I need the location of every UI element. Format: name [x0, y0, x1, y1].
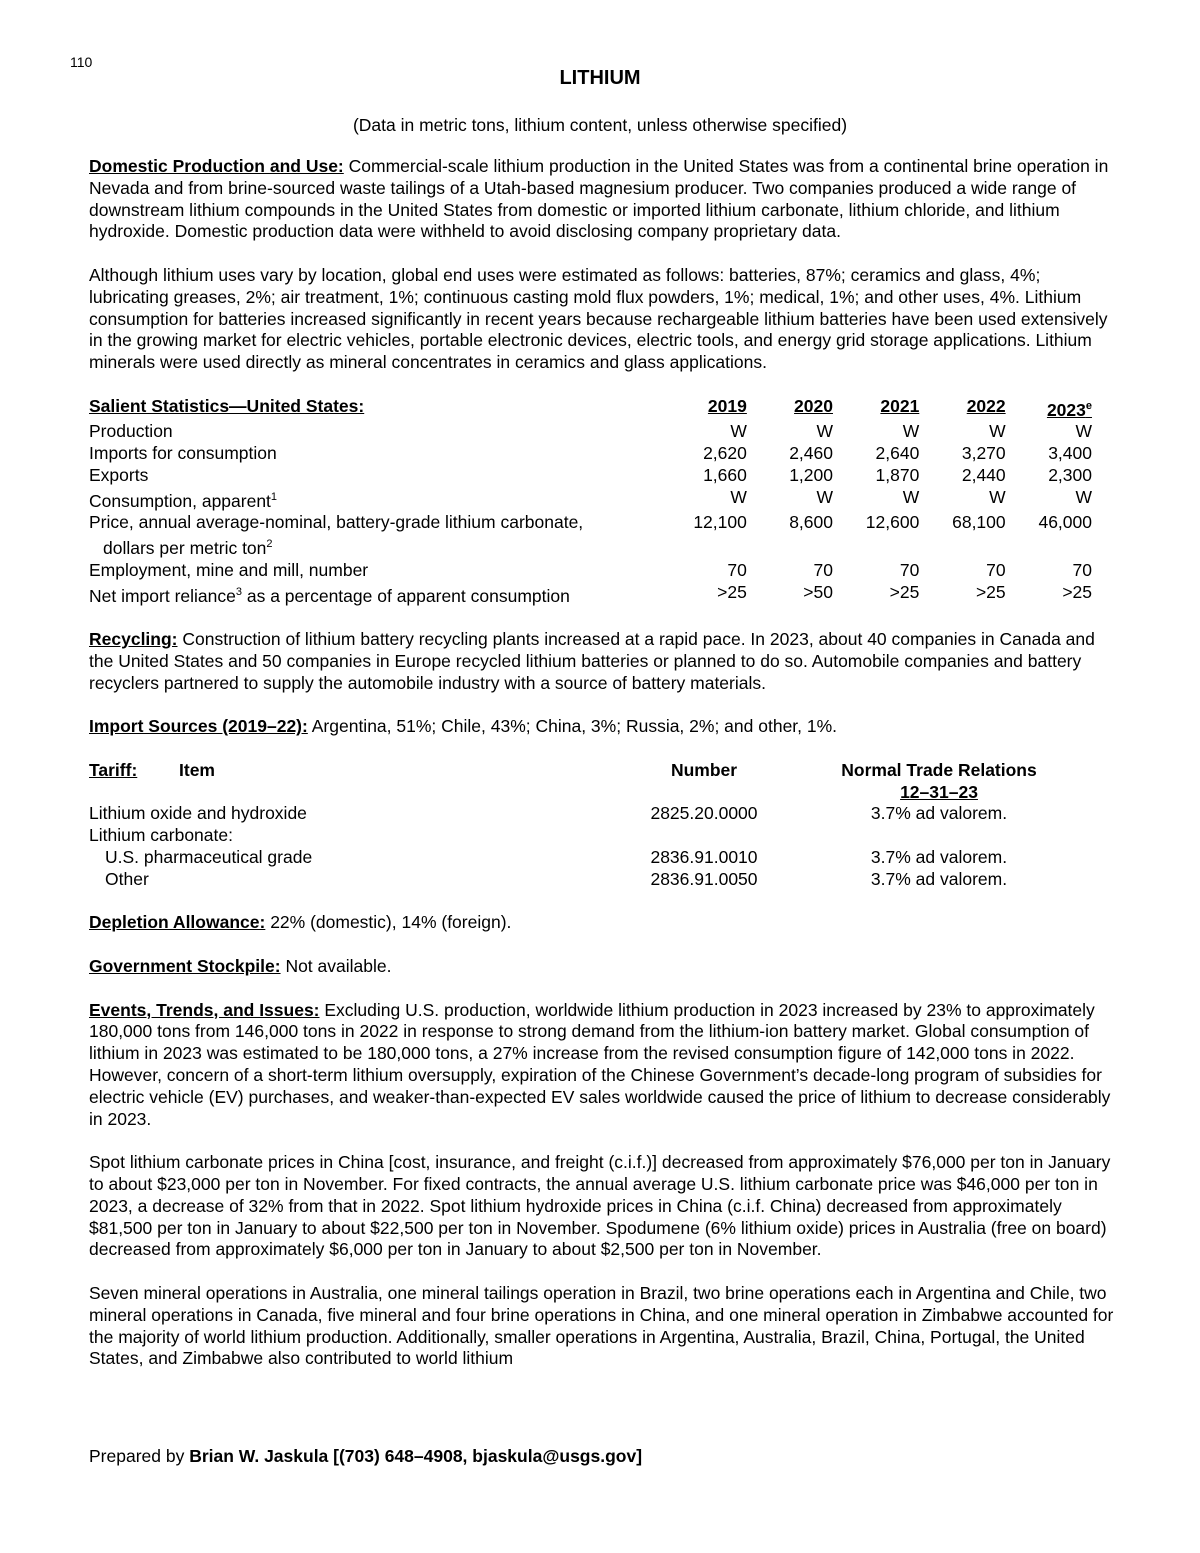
footnote-superscript: 2: [266, 538, 273, 551]
import-sources-text: Argentina, 51%; Chile, 43%; China, 3%; Russia, 2%; and other, 1%.: [307, 716, 838, 737]
row-value: 12,600: [865, 512, 920, 533]
row-value: [919, 534, 1005, 560]
year-header: 2021: [880, 395, 920, 416]
footnote-superscript: 3: [235, 585, 242, 598]
salient-statistics-table: [89, 396, 1092, 607]
tariff-item: U.S. pharmaceutical grade: [105, 847, 313, 868]
domestic-text: Commercial-scale lithium production in the United States was from a continental brine operation in Nevada and from brine-sourced waste tailings of a Utah-based magnesium producer. Two companies produced a wide range of downstream lithium compounds in the United States from domestic or imported lithium carbonate, lithium chloride, and lithium hydroxide. Domestic production data were withheld to avoid disclosing company proprietary data.: [89, 156, 1109, 242]
row-value: 46,000: [1038, 512, 1092, 533]
table-row: [89, 421, 1092, 443]
estimate-superscript: e: [1085, 399, 1092, 412]
import-sources-section: [89, 716, 1119, 738]
row-value: W: [902, 486, 920, 507]
events-section: [89, 1000, 1119, 1131]
page-number: 110: [70, 54, 93, 70]
row-value: 2,440: [961, 464, 1006, 485]
row-label: dollars per metric ton: [103, 538, 267, 559]
row-value: [661, 534, 747, 560]
tariff-number: 2836.91.0010: [650, 847, 758, 868]
salient-header-row: [89, 396, 1092, 422]
tariff-heading: Tariff:: [89, 759, 138, 780]
row-value: 2,620: [703, 443, 747, 464]
tariff-rate: 3.7% ad valorem.: [870, 847, 1008, 868]
table-row: [89, 847, 1074, 869]
row-value: [1006, 534, 1092, 560]
row-value: 1,660: [703, 464, 747, 485]
depletion-heading: Depletion Allowance:: [89, 912, 266, 933]
year-header: 2019: [707, 395, 747, 416]
end-uses-paragraph: Although lithium uses vary by location, global end uses were estimated as follows: batteries, 87%; ceramics and glass, 4%; lubricating greases, 2%; air treatment, 1%; continuous casting mold flux powders, 1%; medical, 1%; and other uses, 4%. Lithium consumption for batteries increased significantly in recent years because rechargeable lithium batteries have been used extensively in the growing market for electric vehicles, portable electronic devices, electric tools, and energy grid storage applications. Lithium minerals were used directly as mineral concentrates in ceramics and glass applications.: [89, 264, 1108, 373]
author-contact: Brian W. Jaskula [(703) 648–4908, bjaskula@usgs.gov]: [189, 1446, 643, 1466]
year-header-text: 2023: [1046, 399, 1086, 420]
row-value: W: [730, 486, 747, 507]
row-value: 70: [813, 559, 833, 580]
row-label: Production: [89, 421, 173, 442]
tariff-rate: [804, 825, 1074, 847]
row-value: W: [816, 486, 833, 507]
table-row: [89, 487, 1092, 513]
row-value: 2,460: [789, 443, 833, 464]
recycling-text: Construction of lithium battery recycling plants increased at a rapid pace. In 2023, about 40 companies in Canada and the United States and 50 companies in Europe recycled lithium batteries or planned to do so. Automobile companies and battery recyclers partnered to supply the automobile industry with a source of battery materials.: [89, 629, 1095, 693]
recycling-heading: Recycling:: [89, 629, 178, 650]
row-value: 2,640: [875, 443, 920, 464]
col-number-header: Number: [670, 759, 738, 780]
row-value: 70: [727, 559, 747, 580]
tariff-item: Other: [105, 868, 149, 889]
row-value: >25: [1062, 581, 1092, 602]
col-item-header: Item: [179, 759, 215, 780]
table-row: [89, 465, 1092, 487]
depletion-text: 22% (domestic), 14% (foreign).: [265, 912, 512, 933]
row-value: 12,100: [693, 512, 747, 533]
row-label: Imports for consumption: [89, 443, 277, 464]
row-label-continued: as a percentage of apparent consumption: [242, 585, 570, 606]
tariff-number: 2825.20.0000: [650, 803, 758, 824]
tariff-rate: 3.7% ad valorem.: [870, 868, 1008, 889]
domestic-section: [89, 156, 1119, 243]
prices-paragraph: Spot lithium carbonate prices in China [cost, insurance, and freight (c.i.f.)] decreased from approximately $76,000 per ton in January to about $23,000 per ton in November. For fixed contracts, the annual average U.S. lithium carbonate price was $46,000 per ton in 2023, a decrease of 32% from that in 2022. Spot lithium hydroxide prices in China (c.i.f. China) decreased from approximately $81,500 per ton in January to about $22,500 per ton in November. Spodumene (6% lithium oxide) prices in Australia (free on board) decreased from approximately $6,000 per ton in January to about $2,500 per ton in November.: [89, 1152, 1111, 1260]
row-label-cell: [89, 582, 661, 608]
row-value: >25: [975, 581, 1006, 602]
row-value: >50: [803, 581, 833, 602]
tariff-item: Lithium oxide and hydroxide: [89, 803, 307, 824]
row-label: Employment, mine and mill, number: [89, 559, 369, 580]
row-value: 2,300: [1048, 464, 1092, 485]
domestic-heading: Domestic Production and Use:: [89, 156, 344, 176]
row-value: W: [902, 421, 920, 442]
row-label-cell: [89, 487, 661, 513]
footnote-superscript: 1: [270, 490, 278, 503]
row-label: Exports: [89, 464, 149, 485]
row-value: >25: [889, 581, 920, 602]
row-value: 3,270: [961, 443, 1006, 464]
document-body: [89, 156, 1119, 1392]
row-value: W: [816, 421, 833, 442]
row-value: W: [1075, 421, 1092, 442]
row-value: 3,400: [1048, 443, 1092, 464]
tariff-number: 2836.91.0050: [650, 868, 758, 889]
col-ntr-date: 12–31–23: [900, 781, 978, 802]
row-value: 68,100: [952, 512, 1006, 533]
salient-heading-text: Salient Statistics—United States:: [89, 395, 365, 416]
row-value: 70: [899, 559, 920, 580]
prepared-by-prefix: Prepared by: [89, 1446, 190, 1466]
tariff-heading-cell: [89, 760, 179, 804]
row-value: W: [1075, 486, 1092, 507]
stockpile-heading: Government Stockpile:: [89, 956, 281, 976]
year-header: 2020: [794, 395, 833, 416]
table-row: [89, 582, 1092, 608]
table-row: [89, 443, 1092, 465]
stockpile-section: [89, 956, 1119, 978]
events-heading: Events, Trends, and Issues:: [89, 999, 320, 1020]
row-value: 1,870: [875, 464, 920, 485]
salient-heading: [89, 396, 661, 422]
tariff-item: Lithium carbonate:: [89, 825, 233, 846]
row-value: 8,600: [789, 512, 833, 533]
recycling-section: [89, 629, 1119, 694]
tariff-rate: 3.7% ad valorem.: [870, 803, 1008, 824]
stockpile-text: Not available.: [280, 956, 392, 976]
col-ntr-title: Normal Trade Relations: [841, 759, 1037, 780]
operations-paragraph: Seven mineral operations in Australia, one mineral tailings operation in Brazil, two brine operations each in Argentina and Chile, two mineral operations in Canada, five mineral and four brine operations in China, and one mineral operation in Zimbabwe accounted for the majority of world lithium production. Additionally, smaller operations in Argentina, Australia, Brazil, China, Portugal, the United States, and Zimbabwe also contributed to world lithium: [89, 1282, 1114, 1369]
row-label: Price, annual average-nominal, battery-grade lithium carbonate,: [89, 512, 584, 533]
row-value: W: [989, 421, 1006, 442]
row-label-cell: [89, 534, 661, 560]
table-row: [89, 869, 1074, 891]
row-value: 70: [986, 559, 1006, 580]
page-title: LITHIUM: [559, 67, 641, 89]
year-header: 2022: [966, 395, 1006, 416]
row-value: [747, 534, 833, 560]
row-value: [833, 534, 919, 560]
row-value: 1,200: [789, 464, 833, 485]
table-row: [89, 560, 1092, 582]
tariff-number: [604, 825, 804, 847]
table-row: [89, 825, 1074, 847]
row-value: W: [989, 486, 1006, 507]
table-row: [89, 803, 1074, 825]
events-text: Excluding U.S. production, worldwide lithium production in 2023 increased by 23% to approximately 180,000 tons from 146,000 tons in 2022 in response to strong demand from the lithium-ion battery market. Global consumption of lithium in 2023 was estimated to be 180,000 tons, a 27% increase from the revised consumption figure of 142,000 tons in 2022. However, concern of a short-term lithium oversupply, expiration of the Chinese Government’s decade-long program of subsidies for electric vehicle (EV) purchases, and weaker-than-expected EV sales worldwide caused the price of lithium to decrease considerably in 2023.: [89, 999, 1111, 1129]
year-header-estimated: [1006, 396, 1092, 422]
row-label: Net import reliance: [89, 585, 236, 606]
row-value: >25: [717, 581, 747, 602]
tariff-header-row: [89, 760, 1074, 804]
table-row: [89, 534, 1092, 560]
prepared-by: [89, 1446, 642, 1467]
row-label: Consumption, apparent: [89, 490, 271, 511]
import-sources-heading: Import Sources (2019–22):: [89, 716, 308, 737]
col-ntr-header: [804, 760, 1074, 804]
table-row: [89, 512, 1092, 534]
depletion-section: [89, 912, 1119, 934]
tariff-table: [89, 760, 1074, 891]
row-value: W: [730, 421, 747, 442]
row-value: 70: [1072, 559, 1092, 580]
page-subtitle: (Data in metric tons, lithium content, unless otherwise specified): [352, 115, 848, 135]
